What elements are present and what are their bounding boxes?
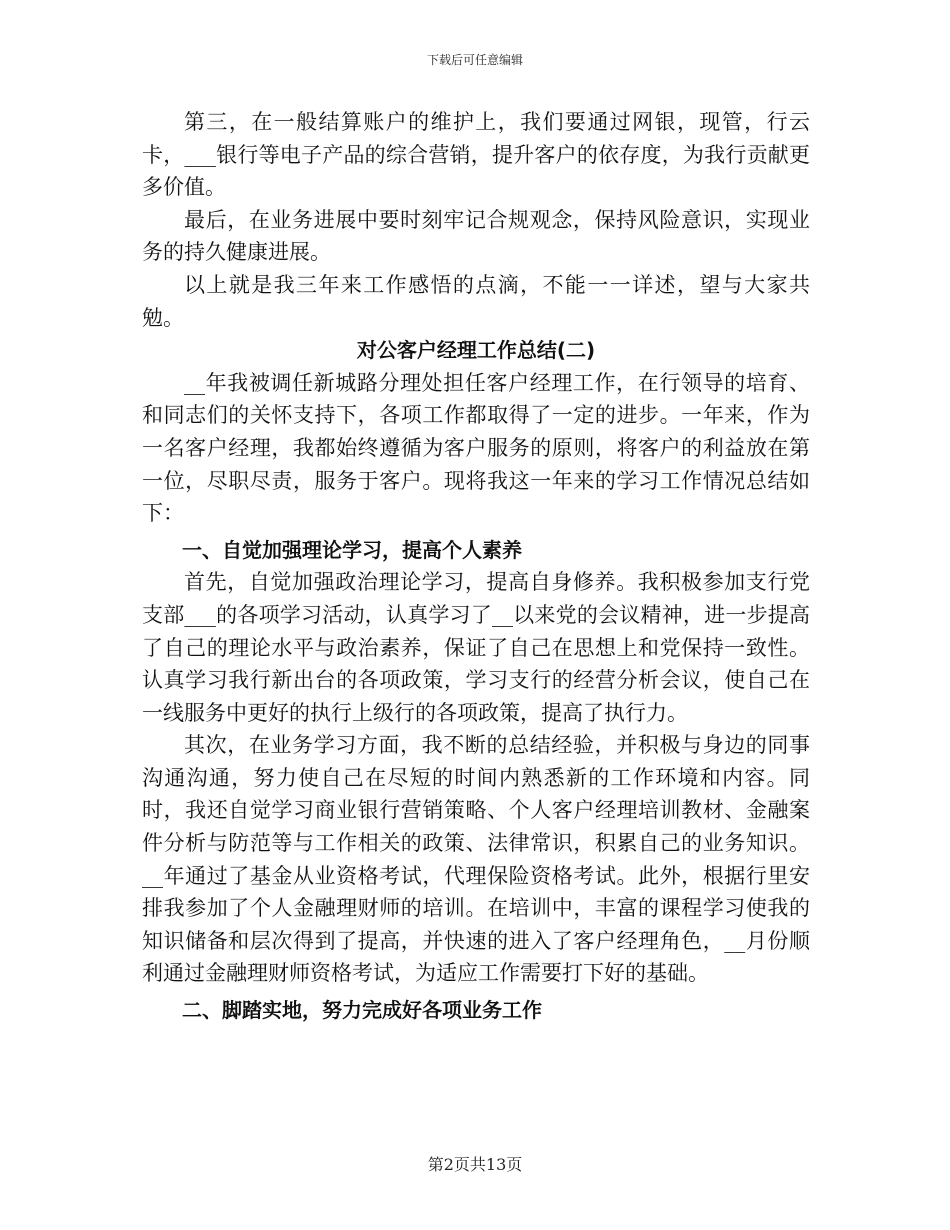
heading-theory-study: 一、自觉加强理论学习，提高个人素养 [182,537,522,562]
document-body [142,106,810,1027]
page-header: 下载后可任意编辑 [426,53,523,67]
paragraph-business-study: 其次，在业务学习方面，我不断的总结经验，并积极与身边的同事沟通沟通，努力使自己在尽短的时间内熟悉新的工作环境和内容。同时，我还自觉学习商业银行营销策略、个人客户经理培训教材、金融案件分析与防范等与工作相关的政策、法律常识，积累自己的业务知识。__年通过了基金从业资格考试，代理保险资格考试。此外，根据行里安排我参加了个人金融理财师的培训。在培训中，丰富的课程学习使我的知识储备和层次得到了提高，并快速的进入了客户经理角色，__月份顺利通过金融理财师资格考试，为适应工作需要打下好的基础。 [142,733,810,986]
paragraph-intro: __年我被调任新城路分理处担任客户经理工作，在行领导的培育、和同志们的关怀支持下，各项工作都取得了一定的进步。一年来，作为一名客户经理，我都始终遵循为客户服务的原则，将客户的利益放在第一位，尽职尽责，服务于客户。现将我这一年来的学习工作情况总结如下： [142,370,810,526]
paragraph-closing: 以上就是我三年来工作感悟的点滴，不能一一详述，望与大家共勉。 [142,272,810,330]
page-footer: 第2页共13页 [427,1155,523,1174]
paragraph-account-maintenance: 第三，在一般结算账户的维护上，我们要通过网银，现管，行云卡，___银行等电子产品的综合营销，提升客户的依存度，为我行贡献更多价值。 [142,110,810,200]
heading-business-work: 二、脚踏实地，努力完成好各项业务工作 [182,998,542,1023]
section-title: 对公客户经理工作总结(二) [356,338,596,363]
paragraph-political-study: 首先，自觉加强政治理论学习，提高自身修养。我积极参加支行党支部___的各项学习活动，认真学习了__以来党的会议精神，进一步提高了自己的理论水平与政治素养，保证了自己在思想上和党保持一致性。认真学习我行新出台的各项政策，学习支行的经营分析会议，使自己在一线服务中更好的执行上级行的各项政策，提高了执行力。 [142,570,810,725]
paragraph-compliance: 最后，在业务进展中要时刻牢记合规观念，保持风险意识，实现业务的持久健康进展。 [142,207,810,265]
